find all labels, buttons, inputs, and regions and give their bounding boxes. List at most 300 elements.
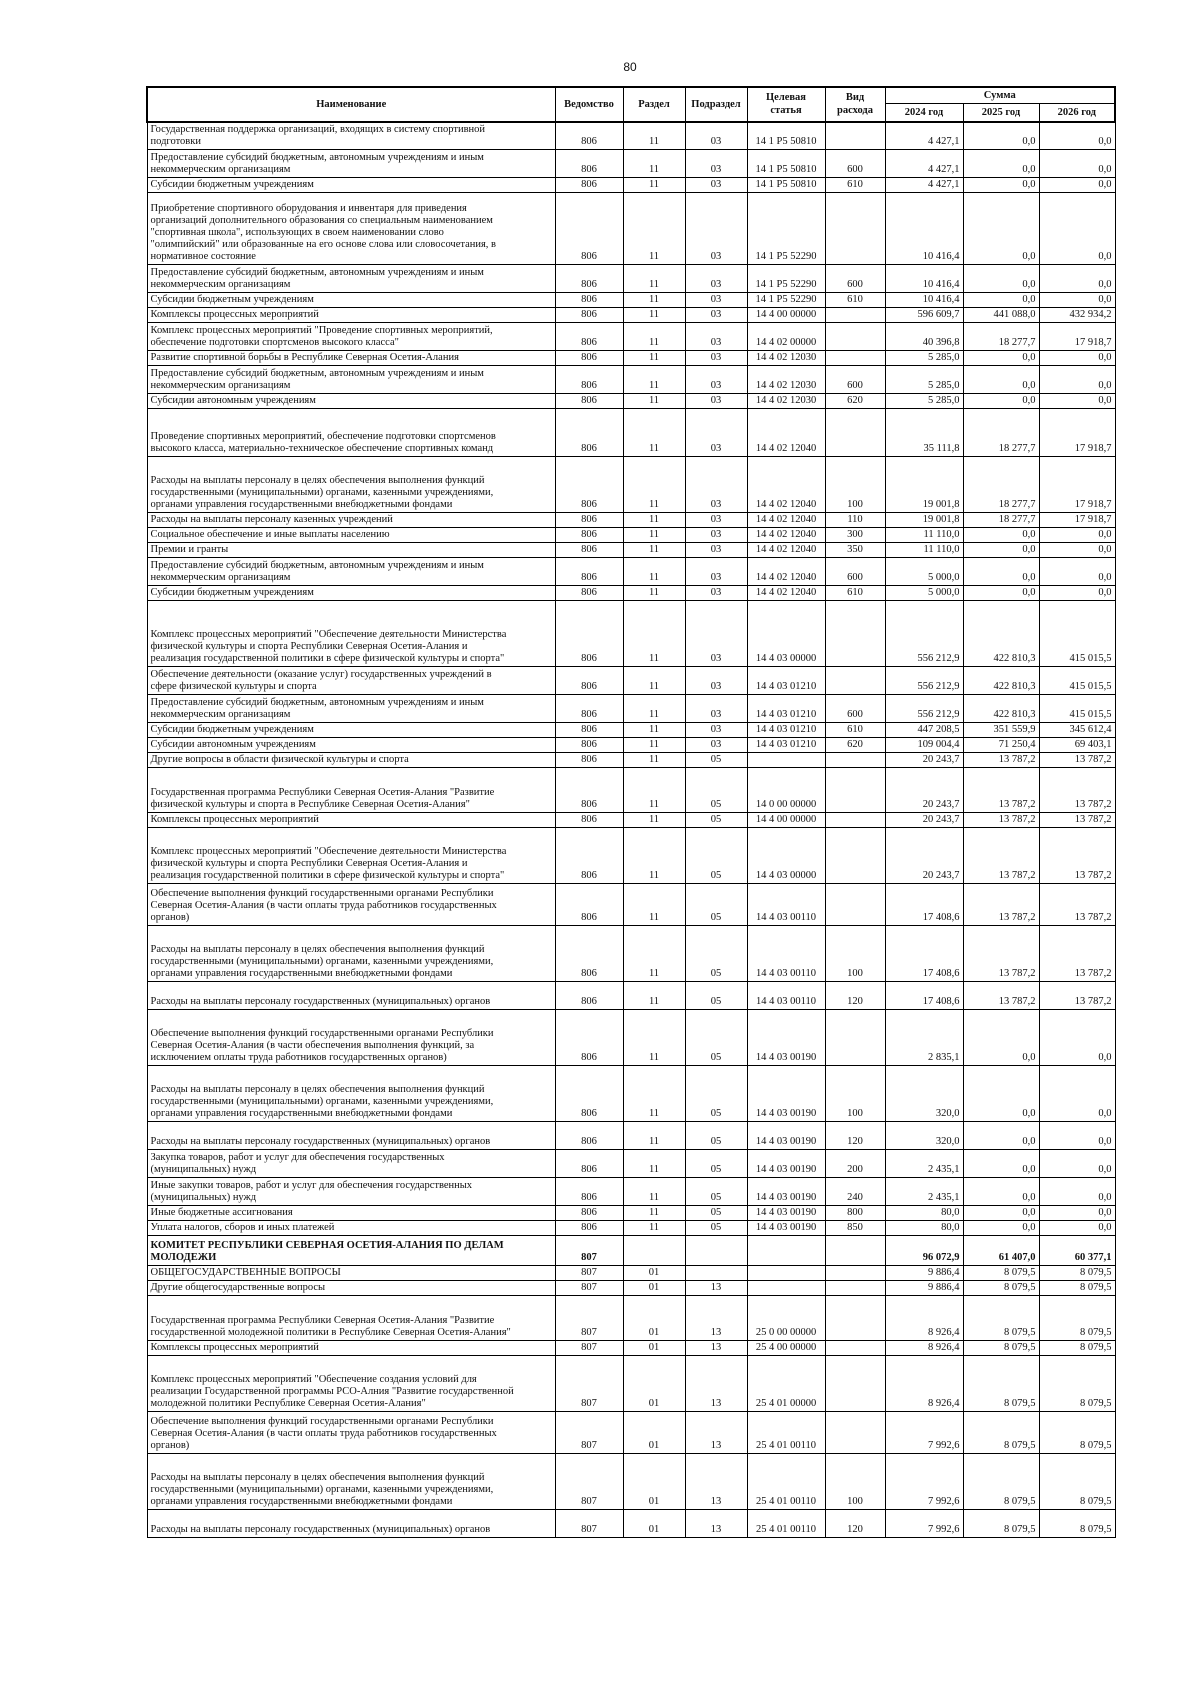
cell-2025: 8 079,5 <box>963 1454 1039 1510</box>
cell-target: 25 4 01 00000 <box>747 1356 825 1412</box>
cell-vid: 620 <box>825 394 885 409</box>
cell-2026: 0,0 <box>1039 193 1115 265</box>
cell-2025: 0,0 <box>963 528 1039 543</box>
cell-target: 14 1 P5 52290 <box>747 193 825 265</box>
cell-name: Другие вопросы в области физической культуры и спорта <box>147 753 555 768</box>
cell-target: 14 4 03 00190 <box>747 1010 825 1066</box>
cell-podrazdel: 03 <box>685 528 747 543</box>
cell-vid <box>825 351 885 366</box>
cell-2024: 80,0 <box>885 1221 963 1236</box>
cell-vid: 800 <box>825 1206 885 1221</box>
table-row <box>147 753 1115 768</box>
table-row <box>147 265 1115 293</box>
cell-razdel <box>623 1236 685 1266</box>
cell-vid <box>825 409 885 457</box>
cell-target: 14 4 02 00000 <box>747 323 825 351</box>
cell-vedomstvo: 806 <box>555 828 623 884</box>
cell-target: 14 4 03 01210 <box>747 738 825 753</box>
cell-razdel: 11 <box>623 351 685 366</box>
cell-vedomstvo: 807 <box>555 1281 623 1296</box>
cell-2025: 13 787,2 <box>963 828 1039 884</box>
budget-table <box>146 86 1116 1538</box>
cell-razdel: 11 <box>623 394 685 409</box>
cell-razdel: 11 <box>623 813 685 828</box>
cell-2025: 0,0 <box>963 1178 1039 1206</box>
cell-razdel: 11 <box>623 828 685 884</box>
cell-target: 14 4 03 00000 <box>747 601 825 667</box>
cell-2026: 0,0 <box>1039 1122 1115 1150</box>
cell-vedomstvo: 806 <box>555 513 623 528</box>
header-2025: 2025 год <box>963 104 1039 122</box>
cell-vid: 600 <box>825 150 885 178</box>
cell-2025: 18 277,7 <box>963 409 1039 457</box>
cell-razdel: 11 <box>623 150 685 178</box>
cell-2026: 0,0 <box>1039 543 1115 558</box>
cell-2024: 5 000,0 <box>885 586 963 601</box>
cell-name: Расходы на выплаты персоналу казенных учреждений <box>147 513 555 528</box>
cell-vedomstvo: 806 <box>555 351 623 366</box>
header-podrazdel: Подраздел <box>685 87 747 122</box>
cell-2024: 2 435,1 <box>885 1150 963 1178</box>
cell-podrazdel: 13 <box>685 1341 747 1356</box>
cell-2026: 0,0 <box>1039 394 1115 409</box>
cell-vedomstvo: 806 <box>555 457 623 513</box>
cell-vedomstvo: 807 <box>555 1236 623 1266</box>
cell-target: 25 4 01 00110 <box>747 1412 825 1454</box>
cell-2025: 0,0 <box>963 1010 1039 1066</box>
cell-podrazdel: 05 <box>685 1206 747 1221</box>
cell-2025: 18 277,7 <box>963 513 1039 528</box>
cell-2024: 8 926,4 <box>885 1356 963 1412</box>
cell-name: Комплексы процессных мероприятий <box>147 1341 555 1356</box>
cell-podrazdel: 13 <box>685 1454 747 1510</box>
cell-razdel: 11 <box>623 601 685 667</box>
cell-vid <box>825 601 885 667</box>
cell-vid: 600 <box>825 366 885 394</box>
cell-2024: 556 212,9 <box>885 695 963 723</box>
cell-name: ОБЩЕГОСУДАРСТВЕННЫЕ ВОПРОСЫ <box>147 1266 555 1281</box>
cell-vid <box>825 1010 885 1066</box>
cell-razdel: 11 <box>623 982 685 1010</box>
cell-name: Предоставление субсидий бюджетным, автономным учреждениям и иным некоммерческим организациям <box>147 265 555 293</box>
cell-podrazdel: 03 <box>685 394 747 409</box>
cell-razdel: 11 <box>623 586 685 601</box>
table-row <box>147 1356 1115 1412</box>
cell-2024: 9 886,4 <box>885 1266 963 1281</box>
cell-razdel: 11 <box>623 409 685 457</box>
cell-vedomstvo: 806 <box>555 982 623 1010</box>
cell-2025: 422 810,3 <box>963 601 1039 667</box>
cell-podrazdel <box>685 1236 747 1266</box>
cell-target: 14 1 P5 50810 <box>747 150 825 178</box>
cell-podrazdel <box>685 1266 747 1281</box>
cell-razdel: 01 <box>623 1341 685 1356</box>
cell-2024: 96 072,9 <box>885 1236 963 1266</box>
cell-vid <box>825 667 885 695</box>
cell-name: Расходы на выплаты персоналу в целях обеспечения выполнения функций государственными (муниципальными) органами, казенными учреждениями, органами управления государственными внебюджетными фондами <box>147 457 555 513</box>
cell-target: 14 0 00 00000 <box>747 768 825 813</box>
cell-2026: 0,0 <box>1039 366 1115 394</box>
cell-2026: 60 377,1 <box>1039 1236 1115 1266</box>
cell-2024: 556 212,9 <box>885 667 963 695</box>
cell-2025: 13 787,2 <box>963 982 1039 1010</box>
cell-vedomstvo: 806 <box>555 558 623 586</box>
cell-vedomstvo: 806 <box>555 528 623 543</box>
cell-vedomstvo: 806 <box>555 1010 623 1066</box>
table-row <box>147 193 1115 265</box>
cell-name: Расходы на выплаты персоналу государственных (муниципальных) органов <box>147 1122 555 1150</box>
cell-vedomstvo: 806 <box>555 409 623 457</box>
cell-2024: 320,0 <box>885 1122 963 1150</box>
cell-2025: 0,0 <box>963 1206 1039 1221</box>
table-row <box>147 457 1115 513</box>
cell-2025: 0,0 <box>963 122 1039 150</box>
cell-vid <box>825 768 885 813</box>
table-row <box>147 528 1115 543</box>
cell-2025: 0,0 <box>963 150 1039 178</box>
cell-vedomstvo: 807 <box>555 1356 623 1412</box>
cell-name: Расходы на выплаты персоналу в целях обеспечения выполнения функций государственными (муниципальными) органами, казенными учреждениями, органами управления государственными внебюджетными фондами <box>147 1454 555 1510</box>
cell-vid <box>825 122 885 150</box>
cell-vid <box>825 884 885 926</box>
cell-target: 14 4 03 01210 <box>747 695 825 723</box>
cell-razdel: 01 <box>623 1281 685 1296</box>
table-row <box>147 1122 1115 1150</box>
cell-podrazdel: 03 <box>685 558 747 586</box>
cell-podrazdel: 05 <box>685 884 747 926</box>
cell-2026: 8 079,5 <box>1039 1266 1115 1281</box>
table-row <box>147 723 1115 738</box>
cell-2026: 0,0 <box>1039 1221 1115 1236</box>
cell-podrazdel: 05 <box>685 828 747 884</box>
cell-vid: 100 <box>825 457 885 513</box>
cell-vedomstvo: 806 <box>555 366 623 394</box>
cell-2025: 13 787,2 <box>963 926 1039 982</box>
cell-target: 14 4 02 12040 <box>747 409 825 457</box>
cell-2024: 20 243,7 <box>885 828 963 884</box>
cell-2026: 17 918,7 <box>1039 409 1115 457</box>
cell-vedomstvo: 806 <box>555 601 623 667</box>
cell-vid <box>825 308 885 323</box>
cell-2025: 8 079,5 <box>963 1356 1039 1412</box>
cell-target: 14 4 02 12040 <box>747 586 825 601</box>
cell-target: 14 1 P5 52290 <box>747 293 825 308</box>
table-row <box>147 351 1115 366</box>
cell-name: Обеспечение выполнения функций государственными органами Республики Северная Осетия-Алания (в части обеспечения выполнения функций, за исключением оплаты труда работников государственных органов) <box>147 1010 555 1066</box>
cell-2025: 0,0 <box>963 293 1039 308</box>
cell-2025: 422 810,3 <box>963 667 1039 695</box>
cell-podrazdel: 03 <box>685 265 747 293</box>
cell-target: 25 4 01 00110 <box>747 1510 825 1538</box>
cell-podrazdel: 05 <box>685 982 747 1010</box>
cell-vedomstvo: 806 <box>555 178 623 193</box>
cell-vedomstvo: 806 <box>555 1221 623 1236</box>
cell-target <box>747 753 825 768</box>
cell-2024: 11 110,0 <box>885 543 963 558</box>
table-row <box>147 178 1115 193</box>
cell-name: Премии и гранты <box>147 543 555 558</box>
cell-name: Иные закупки товаров, работ и услуг для обеспечения государственных (муниципальных) нужд <box>147 1178 555 1206</box>
cell-target <box>747 1281 825 1296</box>
cell-2024: 5 285,0 <box>885 394 963 409</box>
cell-target: 14 4 02 12040 <box>747 513 825 528</box>
cell-2026: 17 918,7 <box>1039 513 1115 528</box>
table-row <box>147 1266 1115 1281</box>
cell-2026: 0,0 <box>1039 1066 1115 1122</box>
cell-2026: 8 079,5 <box>1039 1296 1115 1341</box>
cell-razdel: 11 <box>623 884 685 926</box>
cell-2026: 13 787,2 <box>1039 768 1115 813</box>
cell-vid: 240 <box>825 1178 885 1206</box>
cell-name: Обеспечение выполнения функций государственными органами Республики Северная Осетия-Алания (в части оплаты труда работников государственных органов) <box>147 1412 555 1454</box>
cell-2026: 13 787,2 <box>1039 884 1115 926</box>
cell-razdel: 11 <box>623 1221 685 1236</box>
cell-2025: 0,0 <box>963 1221 1039 1236</box>
cell-podrazdel: 05 <box>685 1066 747 1122</box>
cell-podrazdel: 13 <box>685 1510 747 1538</box>
cell-2024: 8 926,4 <box>885 1341 963 1356</box>
cell-target: 25 4 01 00110 <box>747 1454 825 1510</box>
cell-podrazdel: 05 <box>685 1221 747 1236</box>
cell-2025: 441 088,0 <box>963 308 1039 323</box>
cell-target: 14 4 03 00110 <box>747 982 825 1010</box>
cell-2024: 20 243,7 <box>885 813 963 828</box>
cell-vid <box>825 1266 885 1281</box>
table-row <box>147 1281 1115 1296</box>
cell-2026: 13 787,2 <box>1039 982 1115 1010</box>
cell-razdel: 11 <box>623 308 685 323</box>
cell-vedomstvo: 806 <box>555 150 623 178</box>
cell-razdel: 11 <box>623 293 685 308</box>
cell-name: Государственная поддержка организаций, входящих в систему спортивной подготовки <box>147 122 555 150</box>
cell-name: Предоставление субсидий бюджетным, автономным учреждениям и иным некоммерческим организациям <box>147 150 555 178</box>
cell-vid <box>825 1356 885 1412</box>
cell-2025: 8 079,5 <box>963 1341 1039 1356</box>
table-row <box>147 884 1115 926</box>
table-row <box>147 394 1115 409</box>
cell-2026: 69 403,1 <box>1039 738 1115 753</box>
cell-2026: 8 079,5 <box>1039 1454 1115 1510</box>
table-row <box>147 601 1115 667</box>
cell-vid: 600 <box>825 695 885 723</box>
cell-razdel: 01 <box>623 1412 685 1454</box>
cell-razdel: 11 <box>623 1150 685 1178</box>
cell-target: 14 4 02 12030 <box>747 366 825 394</box>
cell-target: 14 4 03 00000 <box>747 828 825 884</box>
table-row <box>147 150 1115 178</box>
cell-podrazdel: 13 <box>685 1281 747 1296</box>
cell-vid <box>825 1281 885 1296</box>
cell-vid: 110 <box>825 513 885 528</box>
cell-razdel: 11 <box>623 926 685 982</box>
cell-2026: 345 612,4 <box>1039 723 1115 738</box>
cell-razdel: 11 <box>623 265 685 293</box>
cell-2026: 13 787,2 <box>1039 813 1115 828</box>
cell-2025: 13 787,2 <box>963 768 1039 813</box>
cell-2024: 4 427,1 <box>885 122 963 150</box>
table-row <box>147 293 1115 308</box>
cell-podrazdel: 03 <box>685 513 747 528</box>
cell-target: 14 4 02 12040 <box>747 457 825 513</box>
cell-target: 14 1 P5 50810 <box>747 122 825 150</box>
cell-name: Государственная программа Республики Северная Осетия-Алания "Развитие физической культуры и спорта в Республике Северная Осетия-Алания" <box>147 768 555 813</box>
cell-name: Предоставление субсидий бюджетным, автономным учреждениям и иным некоммерческим организациям <box>147 366 555 394</box>
cell-podrazdel: 05 <box>685 1178 747 1206</box>
cell-podrazdel: 03 <box>685 193 747 265</box>
cell-2024: 8 926,4 <box>885 1296 963 1341</box>
cell-2026: 0,0 <box>1039 1206 1115 1221</box>
cell-2024: 10 416,4 <box>885 265 963 293</box>
table-row <box>147 586 1115 601</box>
cell-vedomstvo: 806 <box>555 308 623 323</box>
cell-vedomstvo: 806 <box>555 813 623 828</box>
cell-2024: 80,0 <box>885 1206 963 1221</box>
cell-target: 14 4 03 00190 <box>747 1066 825 1122</box>
cell-name: Субсидии автономным учреждениям <box>147 738 555 753</box>
table-row <box>147 768 1115 813</box>
cell-target: 14 4 03 01210 <box>747 667 825 695</box>
table-body <box>147 122 1115 1538</box>
cell-2026: 17 918,7 <box>1039 457 1115 513</box>
cell-2025: 0,0 <box>963 1122 1039 1150</box>
cell-2025: 13 787,2 <box>963 884 1039 926</box>
cell-target: 14 4 02 12030 <box>747 351 825 366</box>
cell-podrazdel: 13 <box>685 1412 747 1454</box>
cell-razdel: 01 <box>623 1454 685 1510</box>
cell-vedomstvo: 807 <box>555 1266 623 1281</box>
cell-name: Уплата налогов, сборов и иных платежей <box>147 1221 555 1236</box>
cell-name: Субсидии бюджетным учреждениям <box>147 586 555 601</box>
cell-vid <box>825 323 885 351</box>
cell-target: 14 4 00 00000 <box>747 308 825 323</box>
cell-2025: 0,0 <box>963 543 1039 558</box>
cell-podrazdel: 03 <box>685 351 747 366</box>
cell-podrazdel: 03 <box>685 695 747 723</box>
table-row <box>147 513 1115 528</box>
cell-razdel: 11 <box>623 1066 685 1122</box>
cell-target: 14 4 02 12040 <box>747 543 825 558</box>
cell-2024: 20 243,7 <box>885 753 963 768</box>
cell-target: 14 4 03 00190 <box>747 1221 825 1236</box>
cell-podrazdel: 03 <box>685 308 747 323</box>
cell-podrazdel: 05 <box>685 768 747 813</box>
cell-razdel: 11 <box>623 543 685 558</box>
cell-name: Проведение спортивных мероприятий, обеспечение подготовки спортсменов высокого класса, материально-техническое обеспечение спортивных команд <box>147 409 555 457</box>
cell-vid <box>825 1236 885 1266</box>
cell-podrazdel: 03 <box>685 178 747 193</box>
cell-2024: 11 110,0 <box>885 528 963 543</box>
table-row <box>147 667 1115 695</box>
cell-target: 14 4 02 12030 <box>747 394 825 409</box>
cell-2025: 8 079,5 <box>963 1296 1039 1341</box>
cell-2026: 0,0 <box>1039 178 1115 193</box>
cell-name: Государственная программа Республики Северная Осетия-Алания "Развитие государственной молодежной политики в Республике Северная Осетия-Алания" <box>147 1296 555 1341</box>
cell-razdel: 11 <box>623 1122 685 1150</box>
cell-vid: 120 <box>825 1122 885 1150</box>
cell-2026: 0,0 <box>1039 351 1115 366</box>
cell-vid <box>825 828 885 884</box>
cell-2025: 0,0 <box>963 1150 1039 1178</box>
cell-2024: 17 408,6 <box>885 884 963 926</box>
table-row <box>147 323 1115 351</box>
cell-vedomstvo: 806 <box>555 1150 623 1178</box>
header-name: Наименование <box>147 87 555 122</box>
cell-name: Социальное обеспечение и иные выплаты населению <box>147 528 555 543</box>
cell-target: 14 4 03 00190 <box>747 1206 825 1221</box>
cell-vid: 850 <box>825 1221 885 1236</box>
table-row <box>147 122 1115 150</box>
table-row <box>147 308 1115 323</box>
cell-target: 14 4 03 01210 <box>747 723 825 738</box>
table-row <box>147 738 1115 753</box>
cell-vid: 120 <box>825 982 885 1010</box>
table-row <box>147 813 1115 828</box>
cell-vedomstvo: 806 <box>555 738 623 753</box>
cell-2026: 432 934,2 <box>1039 308 1115 323</box>
cell-target: 14 4 03 00190 <box>747 1150 825 1178</box>
cell-name: Субсидии бюджетным учреждениям <box>147 293 555 308</box>
cell-vid <box>825 813 885 828</box>
cell-name: Иные бюджетные ассигнования <box>147 1206 555 1221</box>
cell-razdel: 11 <box>623 753 685 768</box>
cell-razdel: 01 <box>623 1266 685 1281</box>
cell-vid <box>825 1412 885 1454</box>
cell-2024: 5 000,0 <box>885 558 963 586</box>
cell-razdel: 11 <box>623 513 685 528</box>
cell-2026: 8 079,5 <box>1039 1412 1115 1454</box>
cell-2024: 5 285,0 <box>885 366 963 394</box>
table-row <box>147 366 1115 394</box>
cell-razdel: 11 <box>623 122 685 150</box>
cell-2024: 17 408,6 <box>885 926 963 982</box>
table-row <box>147 828 1115 884</box>
cell-2025: 8 079,5 <box>963 1281 1039 1296</box>
cell-target: 25 0 00 00000 <box>747 1296 825 1341</box>
cell-target: 14 1 P5 52290 <box>747 265 825 293</box>
cell-2026: 0,0 <box>1039 293 1115 308</box>
cell-target: 14 4 02 12040 <box>747 558 825 586</box>
table-row <box>147 982 1115 1010</box>
cell-razdel: 11 <box>623 667 685 695</box>
cell-2026: 0,0 <box>1039 122 1115 150</box>
cell-2026: 0,0 <box>1039 1178 1115 1206</box>
cell-vid: 100 <box>825 1454 885 1510</box>
cell-2025: 13 787,2 <box>963 753 1039 768</box>
cell-vid: 100 <box>825 1066 885 1122</box>
cell-podrazdel: 03 <box>685 601 747 667</box>
cell-2024: 2 835,1 <box>885 1010 963 1066</box>
cell-name: Предоставление субсидий бюджетным, автономным учреждениям и иным некоммерческим организациям <box>147 558 555 586</box>
cell-name: Субсидии бюджетным учреждениям <box>147 178 555 193</box>
cell-2025: 0,0 <box>963 351 1039 366</box>
cell-2026: 415 015,5 <box>1039 667 1115 695</box>
cell-podrazdel: 03 <box>685 366 747 394</box>
table-header <box>147 87 1115 122</box>
cell-2024: 5 285,0 <box>885 351 963 366</box>
cell-vedomstvo: 806 <box>555 394 623 409</box>
cell-podrazdel: 03 <box>685 667 747 695</box>
cell-razdel: 11 <box>623 1178 685 1206</box>
cell-2026: 17 918,7 <box>1039 323 1115 351</box>
cell-podrazdel: 03 <box>685 122 747 150</box>
cell-target: 14 4 03 00110 <box>747 884 825 926</box>
cell-vedomstvo: 807 <box>555 1412 623 1454</box>
cell-2024: 7 992,6 <box>885 1510 963 1538</box>
cell-name: Обеспечение выполнения функций государственными органами Республики Северная Осетия-Алания (в части оплаты труда работников государственных органов) <box>147 884 555 926</box>
cell-vedomstvo: 807 <box>555 1296 623 1341</box>
cell-2025: 0,0 <box>963 178 1039 193</box>
cell-2025: 0,0 <box>963 366 1039 394</box>
